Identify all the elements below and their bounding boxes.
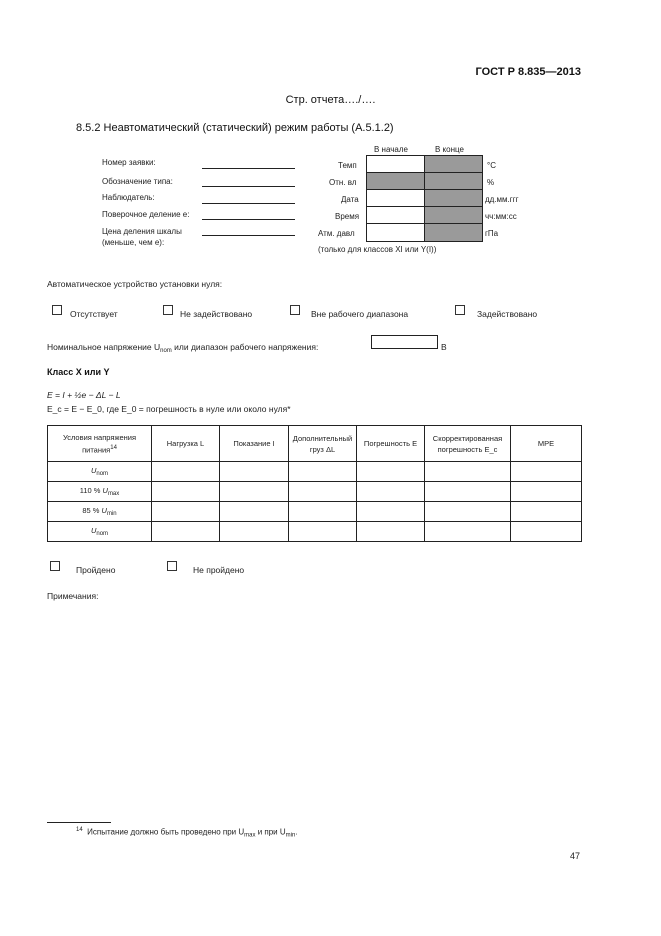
error-cell[interactable] bbox=[357, 522, 425, 542]
pressure-end-cell[interactable] bbox=[424, 223, 483, 242]
indication-cell[interactable] bbox=[220, 482, 289, 502]
verification-interval-field[interactable] bbox=[202, 219, 295, 220]
additional-load-cell[interactable] bbox=[289, 482, 357, 502]
mpe-cell[interactable] bbox=[511, 522, 582, 542]
table-row bbox=[48, 502, 582, 522]
time-end-cell[interactable] bbox=[424, 206, 483, 224]
header-load: Нагрузка L bbox=[152, 426, 220, 462]
humidity-start-cell[interactable] bbox=[366, 172, 425, 190]
results-table bbox=[47, 425, 582, 542]
header-error: Погрешность E bbox=[357, 426, 425, 462]
corrected-error-cell[interactable] bbox=[425, 482, 511, 502]
load-cell[interactable] bbox=[152, 462, 220, 482]
verification-interval-label: Поверочное деление e: bbox=[102, 210, 190, 219]
not-passed-checkbox[interactable] bbox=[167, 561, 177, 571]
page-number: 47 bbox=[570, 851, 581, 861]
type-designation-field[interactable] bbox=[202, 186, 295, 187]
humidity-unit: % bbox=[487, 178, 495, 187]
indication-cell[interactable] bbox=[220, 522, 289, 542]
time-start-cell[interactable] bbox=[366, 206, 425, 224]
remarks-label: Примечания: bbox=[47, 591, 99, 601]
voltage-unit: В bbox=[441, 342, 447, 352]
indication-cell[interactable] bbox=[220, 502, 289, 522]
additional-load-cell[interactable] bbox=[289, 522, 357, 542]
time-unit: чч:мм:сс bbox=[485, 212, 517, 221]
observer-label: Наблюдатель: bbox=[102, 193, 155, 202]
absent-checkbox[interactable] bbox=[52, 305, 62, 315]
temp-end-cell[interactable] bbox=[424, 155, 483, 173]
header-additional-load: Дополнительный груз ΔL bbox=[289, 426, 357, 462]
humidity-end-cell[interactable] bbox=[424, 172, 483, 190]
engaged-checkbox[interactable] bbox=[455, 305, 465, 315]
zero-setting-title: Автоматическое устройство установки нуля: bbox=[47, 279, 223, 289]
col-start-header: В начале bbox=[374, 145, 408, 154]
class-title: Класс X или Y bbox=[47, 367, 110, 377]
time-label: Время bbox=[335, 212, 360, 221]
pressure-unit: гПа bbox=[485, 229, 499, 238]
absent-label: Отсутствует bbox=[70, 309, 118, 319]
header-mpe: MPE bbox=[511, 426, 582, 462]
scale-interval-label: Цена деления шкалы bbox=[102, 227, 182, 236]
not-engaged-label: Не задействовано bbox=[180, 309, 253, 319]
header-voltage-conditions: Условия напряжения питания$^{14}$ bbox=[48, 426, 152, 462]
corrected-error-cell[interactable] bbox=[425, 462, 511, 482]
document-header: ГОСТ Р 8.835—2013 bbox=[475, 66, 581, 78]
additional-load-cell[interactable] bbox=[289, 462, 357, 482]
engaged-label: Задействовано bbox=[477, 309, 538, 319]
corrected-error-cell[interactable] bbox=[425, 502, 511, 522]
footnote: $^{14}$ Испытание должно быть проведено при $U_{max}$ и при $U_{min}$. bbox=[76, 827, 298, 839]
error-cell[interactable] bbox=[357, 482, 425, 502]
passed-checkbox[interactable] bbox=[50, 561, 60, 571]
humidity-label: Отн. вл bbox=[329, 178, 357, 187]
observer-field[interactable] bbox=[202, 203, 295, 204]
table-row bbox=[48, 522, 582, 542]
classes-note: (только для классов XI или Y(I)) bbox=[318, 245, 437, 254]
application-number-field[interactable] bbox=[202, 168, 295, 169]
not-engaged-checkbox[interactable] bbox=[163, 305, 173, 315]
indication-cell[interactable] bbox=[220, 462, 289, 482]
date-start-cell[interactable] bbox=[366, 189, 425, 207]
passed-label: Пройдено bbox=[76, 565, 116, 575]
table-header-row bbox=[48, 426, 582, 462]
formula-1: E = I + ½e − ΔL − L bbox=[47, 390, 121, 400]
section-title: 8.5.2 Неавтоматический (статический) режим работы (А.5.1.2) bbox=[76, 122, 394, 134]
date-unit: дд.мм.ггг bbox=[485, 195, 519, 204]
row-condition: 85 % $U_{min}$ bbox=[48, 502, 152, 522]
table-row bbox=[48, 482, 582, 502]
error-cell[interactable] bbox=[357, 502, 425, 522]
row-condition: $U_{nom}$ bbox=[48, 522, 152, 542]
date-label: Дата bbox=[341, 195, 359, 204]
application-number-label: Номер заявки: bbox=[102, 158, 156, 167]
pressure-start-cell[interactable] bbox=[366, 223, 425, 242]
mpe-cell[interactable] bbox=[511, 482, 582, 502]
scale-interval-label-2: (меньше, чем e): bbox=[102, 238, 165, 247]
col-end-header: В конце bbox=[435, 145, 464, 154]
type-designation-label: Обозначение типа: bbox=[102, 177, 173, 186]
temp-unit: °С bbox=[487, 161, 496, 170]
nominal-voltage-label: Номинальное напряжение $U_{nom}$ или диапазон рабочего напряжения: bbox=[47, 342, 319, 354]
nominal-voltage-field[interactable] bbox=[371, 335, 438, 349]
temp-label: Темп bbox=[338, 161, 357, 170]
row-condition: 110 % $U_{max}$ bbox=[48, 482, 152, 502]
scale-interval-field[interactable] bbox=[202, 235, 295, 236]
mpe-cell[interactable] bbox=[511, 462, 582, 482]
load-cell[interactable] bbox=[152, 502, 220, 522]
load-cell[interactable] bbox=[152, 482, 220, 502]
out-of-range-label: Вне рабочего диапазона bbox=[311, 309, 409, 319]
additional-load-cell[interactable] bbox=[289, 502, 357, 522]
report-page-indicator: Стр. отчета…./…. bbox=[285, 94, 376, 106]
not-passed-label: Не пройдено bbox=[193, 565, 245, 575]
mpe-cell[interactable] bbox=[511, 502, 582, 522]
error-cell[interactable] bbox=[357, 462, 425, 482]
date-end-cell[interactable] bbox=[424, 189, 483, 207]
formula-2: E_c = E − E_0, где E_0 = погрешность в нуле или около нуля* bbox=[47, 404, 291, 414]
temp-start-cell[interactable] bbox=[366, 155, 425, 173]
corrected-error-cell[interactable] bbox=[425, 522, 511, 542]
table-row bbox=[48, 462, 582, 482]
pressure-label: Атм. давл bbox=[318, 229, 355, 238]
row-condition: $U_{nom}$ bbox=[48, 462, 152, 482]
load-cell[interactable] bbox=[152, 522, 220, 542]
out-of-range-checkbox[interactable] bbox=[290, 305, 300, 315]
header-corrected-error: Скорректированная погрешность E_c bbox=[425, 426, 511, 462]
footnote-rule bbox=[47, 822, 111, 823]
header-indication: Показание I bbox=[220, 426, 289, 462]
